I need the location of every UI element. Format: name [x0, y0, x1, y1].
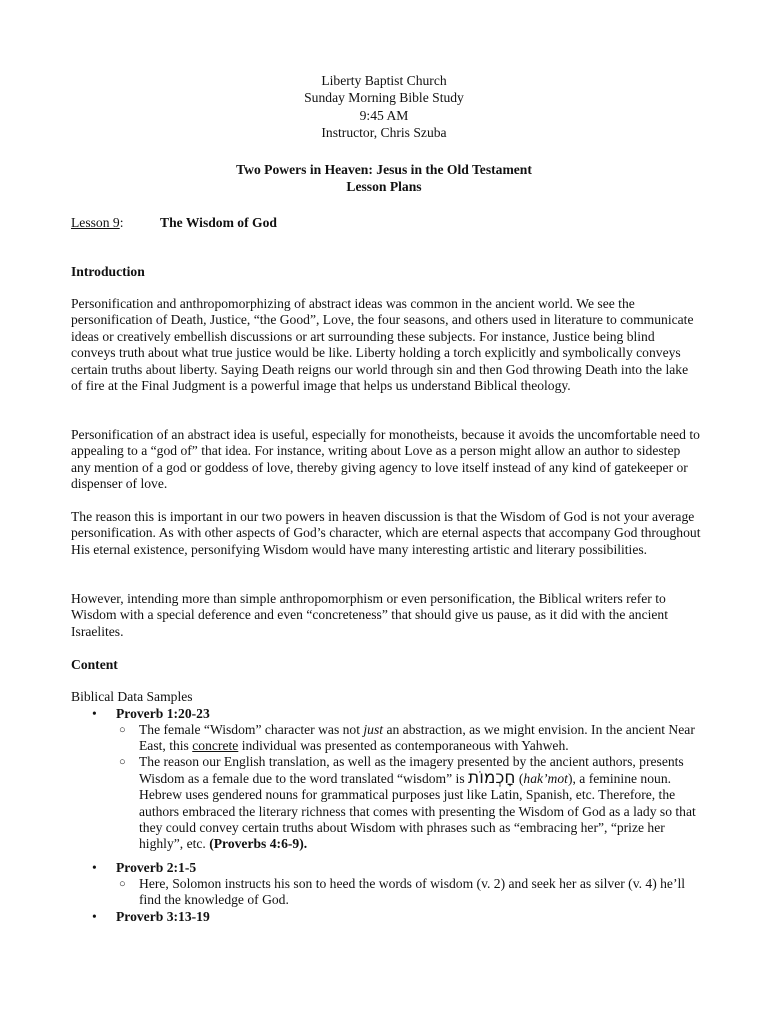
class-time: 9:45 AM — [359, 107, 409, 123]
hebrew-word: חָכְמוֹת — [468, 768, 516, 789]
sub-point-text: an abstraction, as we might envision. In the ancient Near East, this — [139, 722, 695, 754]
sub-point-text: ( — [515, 771, 524, 787]
intro-paragraph-3: The reason this is important in our two powers in heaven discussion is that the Wisdom of God is not your average personification. As with other aspects of God’s character, which are eternal aspects that accompany God throughout His eternal existence, personifying Wisdom would have many interesting artistic and literary possibilities. — [71, 509, 701, 557]
emphasis-just: just — [363, 722, 384, 737]
sub-point-1a — [139, 722, 701, 755]
scripture-ref-2: Proverb 2:1-5 — [116, 860, 197, 875]
church-name: Liberty Baptist Church — [321, 73, 447, 88]
lesson-plans-title: Lesson Plans — [346, 179, 422, 195]
instructor: Instructor, Chris Szuba — [321, 125, 447, 141]
sub-point-text: individual was presented as contemporaneous with Yahweh. — [238, 738, 569, 754]
scripture-ref-1: Proverb 1:20-23 — [116, 706, 210, 721]
class-name: Sunday Morning Bible Study — [304, 90, 464, 106]
lesson-colon: : — [119, 215, 124, 230]
church-header — [0, 73, 768, 143]
sub-bullet-icon: ○ — [119, 724, 126, 736]
sub-point-text: The female “Wisdom” character was not — [139, 722, 364, 737]
sub-bullet-icon: ○ — [119, 878, 126, 890]
scripture-ref-3: Proverb 3:13-19 — [116, 909, 210, 924]
introduction-heading: Introduction — [71, 264, 145, 279]
sub-point-2a: Here, Solomon instructs his son to heed the words of wisdom (v. 2) and seek her as silver (v. 4) he’ll find the knowledge of God. — [139, 876, 686, 908]
intro-paragraph-1: Personification and anthropomorphizing of abstract ideas was common in the ancient world. We see the personification of Death, Justice, “the Good”, Love, the four seasons, and others used in literature to communicate ideas or creatively embellish discussions or art surrounding these subjects. For instance, Justice being blind conveys truth about what true justice would be like. Liberty holding a torch explicitly and symbolically conveys certain truths about liberty. Saying Death reigns our world through sin and then God throwing Death into the lake of fire at the Final Judgment is a powerful image that helps us understand Biblical theology. — [71, 296, 694, 394]
intro-paragraph-4: However, intending more than simple anthropomorphism or even personification, the Biblical writers refer to Wisdom with a special deference and even “concreteness” that should give us pause, as it did with the ancient Israelites. — [71, 591, 668, 639]
lesson-number: Lesson 9 — [71, 215, 120, 230]
scripture-ref-inline: (Proverbs 4:6-9). — [209, 836, 308, 852]
bullet-icon: • — [92, 706, 97, 721]
biblical-data-subheading: Biblical Data Samples — [71, 689, 193, 704]
lesson-name: The Wisdom of God — [160, 215, 277, 230]
transliteration: hak’mot — [523, 771, 568, 787]
content-heading: Content — [71, 657, 118, 672]
bullet-icon: • — [92, 909, 97, 924]
lesson-heading — [71, 215, 277, 231]
sub-point-text: ), a feminine noun. Hebrew uses gendered nouns for grammatical purposes just like Latin, Spanish, etc. Therefore, the authors embraced the literary richness that comes with presenting the Wisdom of God as a lady so that they could convey certain truths about Wisdom with phrases such as “embracing her”, “prize her highly”, etc. — [139, 771, 696, 852]
bullet-icon: • — [92, 860, 97, 875]
document-title — [0, 162, 768, 197]
intro-paragraph-2: Personification of an abstract idea is useful, especially for monotheists, because it avoids the uncomfortable need to appealing to a “god of” that idea. For instance, writing about Love as a person might allow an author to sidestep any mention of a god or goddess of love, thereby giving agency to love itself instead of any kind of gatekeeper or dispenser of love. — [71, 427, 700, 492]
sub-point-1b — [139, 754, 701, 852]
sub-point-text: The reason our English translation, as well as the imagery presented by the ancient authors, presents Wisdom as a female due to the word translated “wisdom” is — [139, 754, 684, 787]
underlined-concrete: concrete — [192, 738, 239, 754]
series-title: Two Powers in Heaven: Jesus in the Old Testament — [236, 162, 532, 177]
sub-bullet-icon: ○ — [119, 756, 126, 768]
